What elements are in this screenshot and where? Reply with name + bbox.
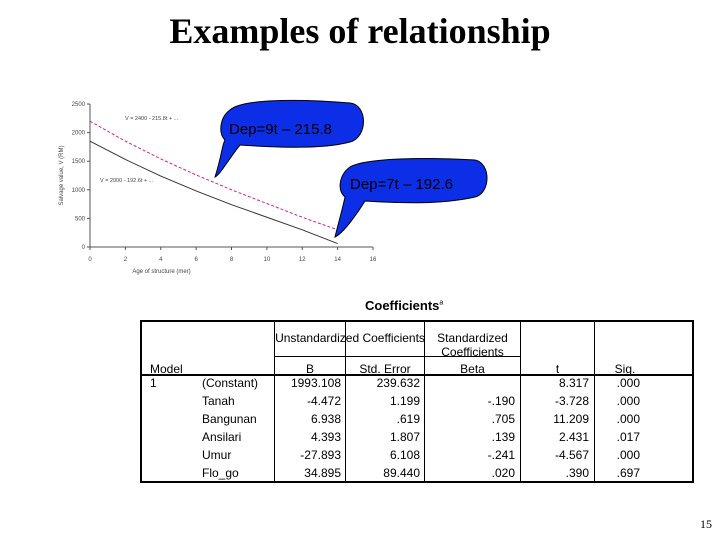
cell-sig: .000 [616,448,640,462]
cell-model: 1 [150,376,157,390]
coefficients-title: Coefficients$^a$ [365,298,444,313]
cell-t: 8.317 [558,376,589,390]
x-tick-label: 8 [229,257,234,263]
x-tick-label: 6 [194,257,198,263]
y-tick-label: 500 [74,216,85,223]
y-tick-label: 2000 [71,130,85,137]
callout-text-1: Dep=9t – 215.8 [229,121,333,138]
callout-text-2: Dep=7t – 192.6 [350,176,454,193]
x-tick-label: 16 [369,257,377,263]
col-model: Model [150,362,183,376]
cell-std-error: 1.199 [389,394,420,408]
cell-beta: -.190 [487,394,515,408]
y-axis-label: Salvage value, V (RM) [59,145,65,206]
cell-name: Umur [202,448,232,462]
col-t: t [555,362,560,376]
cell-sig: .017 [616,430,640,444]
header-standardized: Standardized Coefficients [437,331,508,359]
callout-bubble-2 [325,155,495,245]
col-std-error: Std. Error [359,362,411,376]
y-tick-label: 2500 [71,102,85,108]
x-tick-label: 4 [159,257,163,263]
x-tick-label: 14 [334,257,341,263]
coefficients-table [140,320,694,483]
cell-beta: .139 [491,430,515,444]
y-tick-label: 1000 [71,187,85,194]
cell-beta: .020 [491,466,515,480]
page-number: 15 [700,517,712,531]
cell-t: -4.567 [554,448,589,462]
cell-b: -27.893 [300,448,341,462]
col-beta: Beta [460,362,485,376]
cell-beta: .705 [491,412,515,426]
x-tick-label: 10 [263,257,271,263]
cell-beta: -.241 [487,448,515,462]
cell-b: 6.938 [310,412,341,426]
x-tick-label: 0 [88,257,92,263]
cell-std-error: .619 [396,412,420,426]
cell-sig: .697 [616,466,640,480]
cell-name: Ansilari [202,430,242,444]
cell-b: 34.895 [304,466,341,480]
col-b: B [305,362,314,376]
cell-std-error: 89.440 [383,466,420,480]
cell-t: .390 [565,466,589,480]
cell-std-error: 239.632 [376,376,420,390]
cell-name: Flo_go [202,466,239,480]
cell-sig: .000 [616,412,640,426]
x-tick-label: 2 [123,257,128,263]
header-unstandardized: Unstandardized Coefficients [275,331,425,345]
equation-label-2: V = 2000 - 192.6t + ... [100,178,154,184]
cell-t: 2.431 [558,430,589,444]
cell-std-error: 6.108 [389,448,420,462]
slide-title: Examples of relationship [169,11,551,51]
cell-b: -4.472 [306,394,341,408]
cell-sig: .000 [616,376,640,390]
cell-std-error: 1.807 [389,430,420,444]
cell-name: Bangunan [202,412,257,426]
y-tick-label: 0 [81,245,85,251]
y-tick-label: 1500 [71,159,85,166]
x-tick-label: 12 [298,257,306,263]
equation-label-1: V = 2400 - 215.8t + ... [125,116,179,122]
cell-sig: .000 [616,394,640,408]
cell-t: -3.728 [554,394,589,408]
col-sig: Sig. [614,362,636,376]
cell-t: 11.209 [553,412,589,426]
x-axis-label: Age of structure (mer) [132,269,191,275]
cell-name: (Constant) [202,376,259,390]
cell-name: Tanah [202,394,235,408]
cell-b: 4.393 [310,430,341,444]
cell-b: 1993.108 [290,376,341,390]
